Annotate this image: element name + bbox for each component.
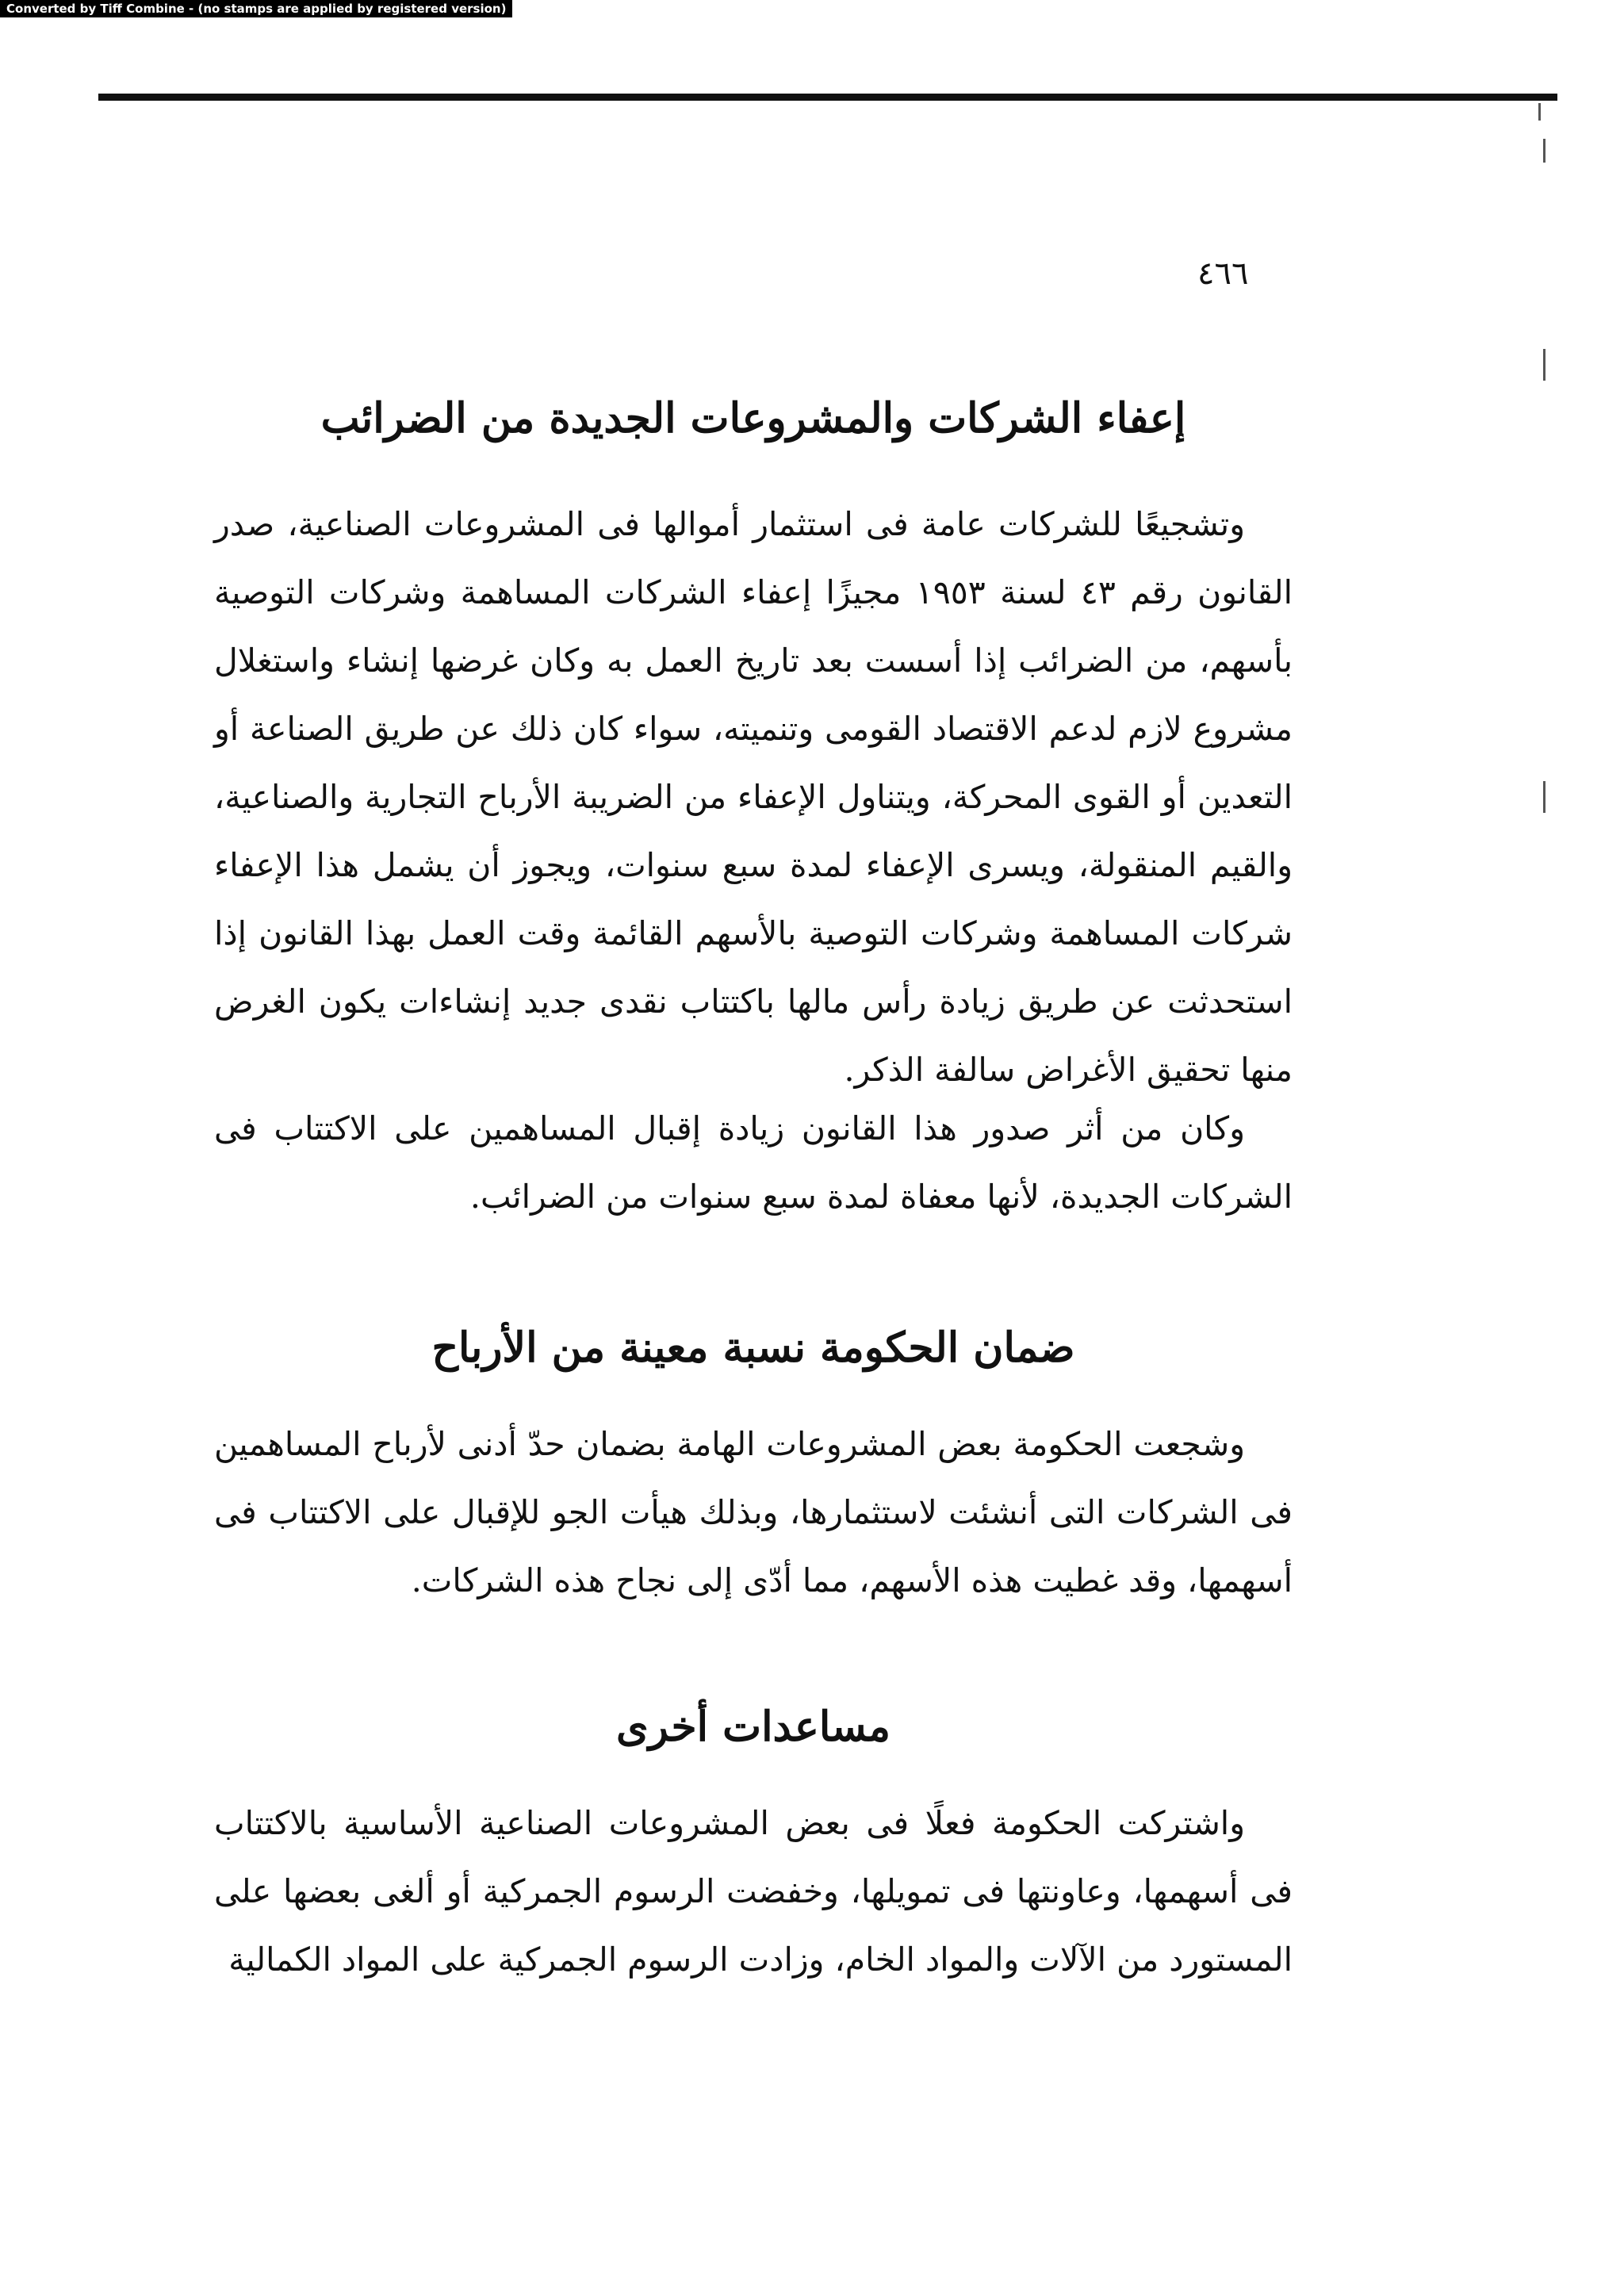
edge-mark: [1538, 103, 1541, 121]
paragraph: وشجعت الحكومة بعض المشروعات الهامة بضمان حدّ أدنى لأرباح المساهمين فى الشركات التى أنشئت لاستثمارها، وبذلك هيأت الجو للإقبال على الاكتتاب فى أسهمها، وقد غطيت هذه الأسهم، مما أدّى إلى نجاح هذه الشركات.: [214, 1425, 1293, 1599]
edge-mark: [1543, 781, 1545, 813]
page-number: ٤٦٦: [1197, 255, 1249, 292]
converter-banner: Converted by Tiff Combine - (no stamps are applied by registered version): [0, 0, 512, 17]
paragraph: واشتركت الحكومة فعلًا فى بعض المشروعات الصناعية الأساسية بالاكتتاب فى أسهمها، وعاونتها فى تمويلها، وخفضت الرسوم الجمركية أو ألغى بعضها على المستورد من الآلات والمواد الخام، وزادت الرسوم الجمركية على المواد الكمالية: [214, 1804, 1293, 1979]
section-heading: إعفاء الشركات والمشروعات الجديدة من الضرائب: [320, 394, 1186, 442]
edge-mark: [1543, 139, 1545, 163]
paragraph: وكان من أثر صدور هذا القانون زيادة إقبال المساهمين على الاكتتاب فى الشركات الجديدة، لأنها معفاة لمدة سبع سنوات من الضرائب.: [214, 1109, 1293, 1216]
section-heading: ضمان الحكومة نسبة معينة من الأرباح: [431, 1324, 1075, 1372]
top-rule: [98, 94, 1557, 101]
section-heading: مساعدات أخرى: [616, 1703, 891, 1751]
paragraph: وتشجيعًا للشركات عامة فى استثمار أموالها فى المشروعات الصناعية، صدر القانون رقم ٤٣ لسنة ١٩٥٣ مجيزًا إعفاء الشركات المساهمة وشركات التوصية بأسهم، من الضرائب إذا أسست بعد تاريخ العمل به وكان غرضها إنشاء واستغلال مشروع لازم لدعم الاقتصاد القومى وتنميته، سواء كان ذلك عن طريق الصناعة أو التعدين أو القوى المحركة، ويتناول الإعفاء من الضريبة الأرباح التجارية والصناعية، والقيم المنقولة، ويسرى الإعفاء لمدة سبع سنوات، ويجوز أن يشمل هذا الإعفاء شركات المساهمة وشركات التوصية بالأسهم القائمة وقت العمل بهذا القانون إذا استحدثت عن طريق زيادة رأس مالها باكتتاب نقدى جديد إنشاءات يكون الغرض منها تحقيق الأغراض سالفة الذكر.: [214, 505, 1293, 1089]
edge-mark: [1543, 349, 1545, 381]
